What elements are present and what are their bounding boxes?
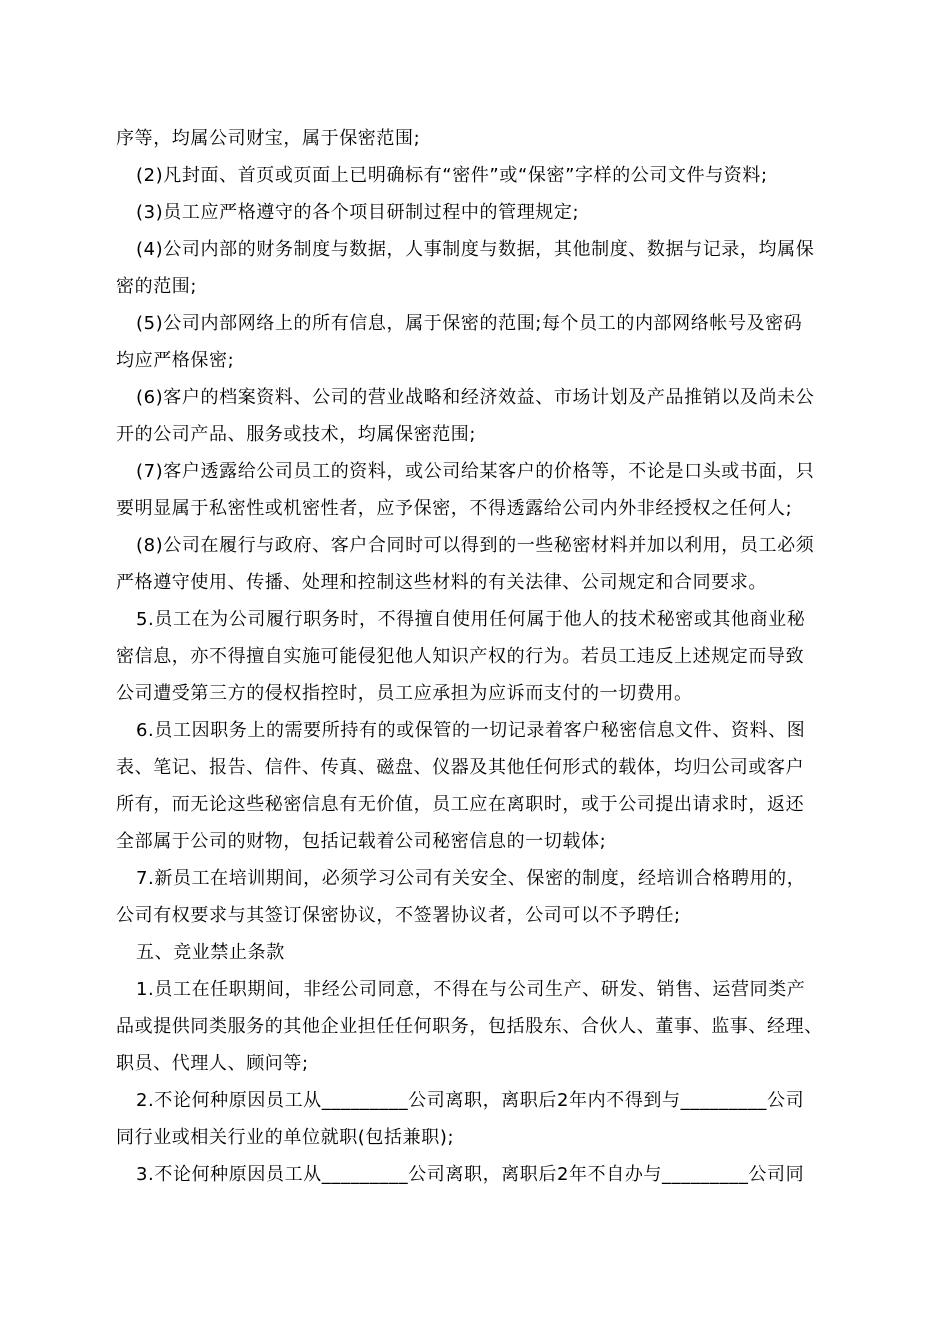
text-line-17: 6.员工因职务上的需要所持有的或保管的一切记录着客户秘密信息文件、资料、图 [136, 720, 806, 741]
text-line-4: (4)公司内部的财务制度与数据，人事制度与数据，其他制度、数据与记录，均属保 [136, 239, 815, 260]
text-line-1: 序等，均属公司财宝，属于保密范围; [116, 128, 421, 149]
text-line-12: (8)公司在履行与政府、客户合同时可以得到的一些秘密材料并加以利用，员工必须 [136, 535, 815, 556]
text-line-27: 2.不论何种原因员工从_________公司离职，离职后2年内不得到与_________公司 [136, 1090, 805, 1111]
text-line-28: 同行业或相关行业的单位就职(包括兼职); [116, 1127, 455, 1148]
text-line-22: 公司有权要求与其签订保密协议，不签署协议者，公司可以不予聘任; [116, 905, 681, 926]
text-line-25: 品或提供同类服务的其他企业担任任何职务，包括股东、合伙人、董事、监事、经理、 [116, 1016, 823, 1037]
text-line-26: 职员、代理人、顾问等; [116, 1053, 309, 1074]
text-line-13: 严格遵守使用、传播、处理和控制这些材料的有关法律、公司规定和合同要求。 [116, 572, 767, 593]
text-line-9: 开的公司产品、服务或技术，均属保密范围; [116, 424, 477, 445]
text-line-15: 密信息，亦不得擅自实施可能侵犯他人知识产权的行为。若员工违反上述规定而导致 [116, 646, 805, 667]
text-line-6: (5)公司内部网络上的所有信息，属于保密的范围;每个员工的内部网络帐号及密码 [136, 313, 803, 334]
text-line-16: 公司遭受第三方的侵权指控时，员工应承担为应诉而支付的一切费用。 [116, 683, 693, 704]
text-line-20: 全部属于公司的财物，包括记载着公司秘密信息的一切载体; [116, 831, 607, 852]
text-line-18: 表、笔记、报告、信件、传真、磁盘、仪器及其他任何形式的载体，均归公司或客户 [116, 757, 805, 778]
text-line-29: 3.不论何种原因员工从_________公司离职，离职后2年不自办与_________公司同 [136, 1164, 805, 1185]
text-line-14: 5.员工在为公司履行职务时，不得擅自使用任何属于他人的技术秘密或其他商业秘 [136, 609, 806, 630]
text-line-3: (3)员工应严格遵守的各个项目研制过程中的管理规定; [136, 202, 580, 223]
text-line-11: 要明显属于私密性或机密性者，应予保密，不得透露给公司内外非经授权之任何人; [116, 498, 793, 519]
text-line-10: (7)客户透露给公司员工的资料，或公司给某客户的价格等，不论是口头或书面，只 [136, 461, 815, 482]
text-line-19: 所有，而无论这些秘密信息有无价值，员工应在离职时，或于公司提出请求时，返还 [116, 794, 805, 815]
text-line-2: (2)凡封面、首页或页面上已明确标有“密件”或“保密”字样的公司文件与资料; [136, 165, 768, 186]
text-line-7: 均应严格保密; [116, 350, 235, 371]
text-line-5: 密的范围; [116, 276, 198, 297]
text-line-8: (6)客户的档案资料、公司的营业战略和经济效益、市场计划及产品推销以及尚未公 [136, 387, 815, 408]
text-line-24: 1.员工在任职期间，非经公司同意，不得在与公司生产、研发、销售、运营同类产 [136, 979, 806, 1000]
text-line-21: 7.新员工在培训期间，必须学习公司有关安全、保密的制度，经培训合格聘用的， [136, 868, 806, 889]
section-heading: 五、竞业禁止条款 [136, 942, 285, 963]
